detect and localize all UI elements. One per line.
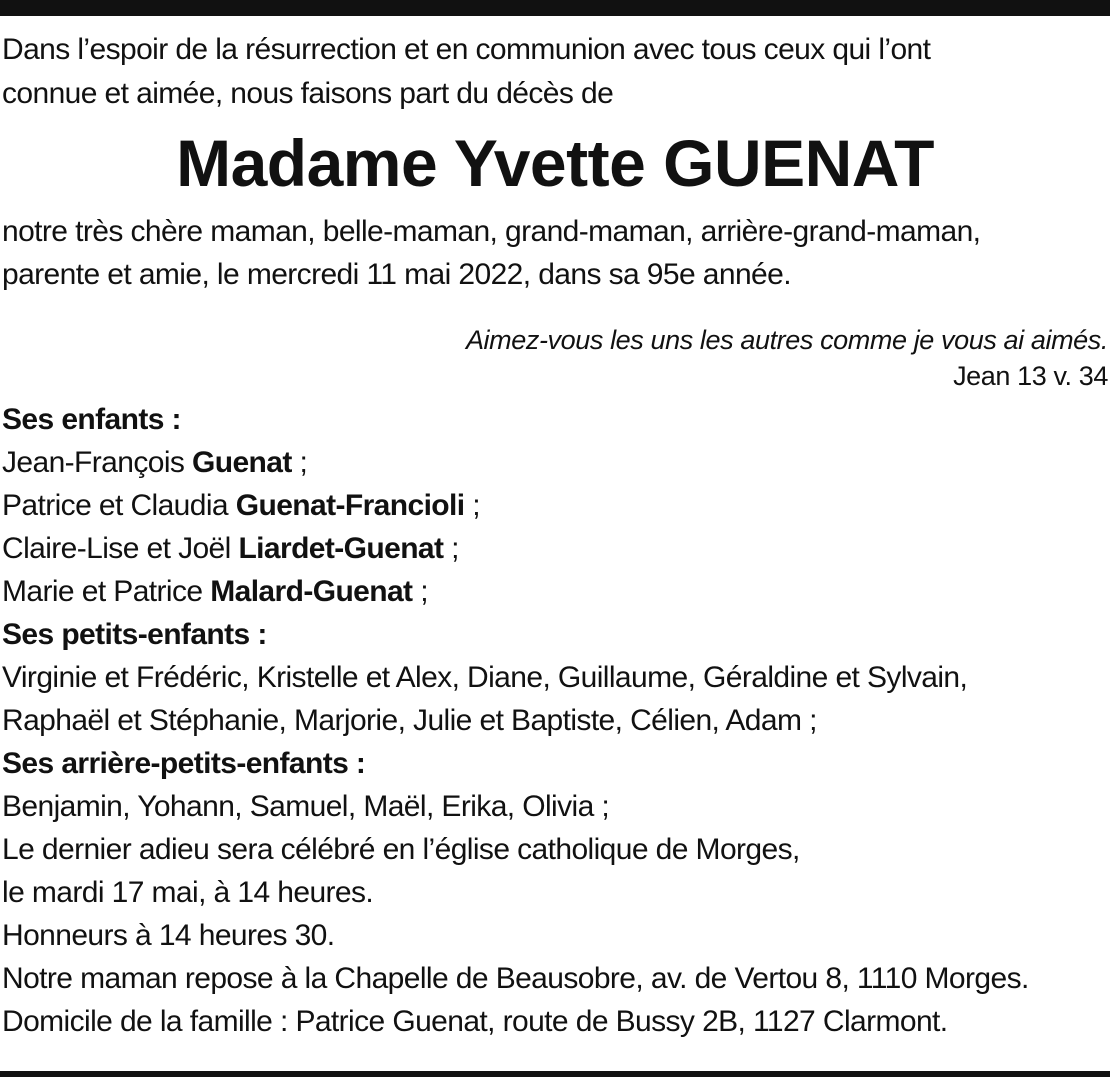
bible-verse: Aimez-vous les uns les autres comme je vous ai aimés. bbox=[465, 325, 1108, 355]
children-heading: Ses enfants : bbox=[2, 403, 181, 436]
child-entry: Patrice et Claudia Guenat-Francioli ; bbox=[2, 489, 480, 522]
ceremony-line: Le dernier adieu sera célébré en l’église catholique de Morges, bbox=[2, 833, 800, 866]
grandchildren-line: Virginie et Frédéric, Kristelle et Alex, Diane, Guillaume, Géraldine et Sylvain, bbox=[2, 661, 968, 694]
ceremony-line: Domicile de la famille : Patrice Guenat, route de Bussy 2B, 1127 Clarmont. bbox=[2, 1005, 948, 1038]
ceremony-line: Honneurs à 14 heures 30. bbox=[2, 919, 335, 952]
description-line: parente et amie, le mercredi 11 mai 2022, dans sa 95e année. bbox=[2, 258, 791, 291]
deceased-name: Madame Yvette GUENAT bbox=[176, 126, 934, 200]
ceremony-line: le mardi 17 mai, à 14 heures. bbox=[2, 876, 374, 909]
intro-line: connue et aimée, nous faisons part du décès de bbox=[2, 77, 614, 110]
verse-reference: Jean 13 v. 34 bbox=[953, 361, 1108, 391]
child-entry: Claire-Lise et Joël Liardet-Guenat ; bbox=[2, 532, 459, 565]
great-grandchildren-heading: Ses arrière-petits-enfants : bbox=[2, 747, 366, 780]
child-entry: Jean-François Guenat ; bbox=[2, 446, 308, 479]
ceremony-line: Notre maman repose à la Chapelle de Beausobre, av. de Vertou 8, 1110 Morges. bbox=[2, 962, 1029, 995]
grandchildren-heading: Ses petits-enfants : bbox=[2, 618, 267, 651]
obituary-notice bbox=[2, 28, 1108, 1043]
great-grandchildren-line: Benjamin, Yohann, Samuel, Maël, Erika, Olivia ; bbox=[2, 790, 610, 823]
grandchildren-line: Raphaël et Stéphanie, Marjorie, Julie et Baptiste, Célien, Adam ; bbox=[2, 704, 817, 737]
top-border bbox=[0, 0, 1110, 16]
bottom-border bbox=[0, 1071, 1110, 1077]
description-line: notre très chère maman, belle-maman, grand-maman, arrière-grand-maman, bbox=[2, 215, 981, 248]
child-entry: Marie et Patrice Malard-Guenat ; bbox=[2, 575, 428, 608]
intro-line: Dans l’espoir de la résurrection et en communion avec tous ceux qui l’ont bbox=[2, 33, 931, 66]
